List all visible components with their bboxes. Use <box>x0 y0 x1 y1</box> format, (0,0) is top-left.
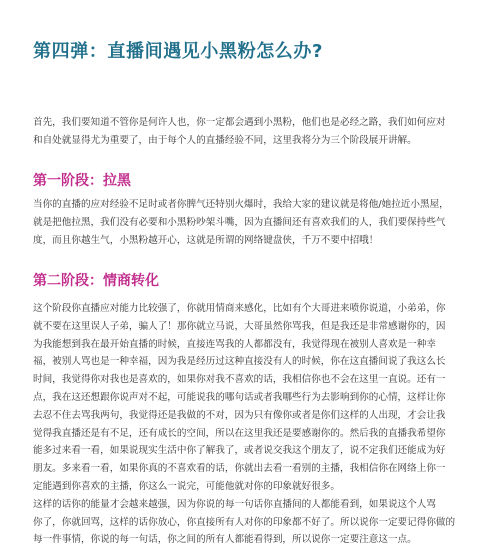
paragraph-line: 就不要在这里误人子弟，骗人了！那你就立马说，大哥虽然你骂我，但是我还是非常感谢你的，因 <box>33 320 446 332</box>
paragraph-line: 为我能想到我在最开始直播的时候，直接连骂我的人都都没有，我觉得现在被别人喜欢是一种幸 <box>33 338 436 350</box>
paragraph-line: 点，我在这还想跟你说声对不起，可能说我的哪句话或者我哪些行为去影响到你的心情，这样让你 <box>33 391 446 403</box>
paragraph-line: 当你的直播的应对经验不足时或者你脾气还特别火爆时，我给大家的建议就是将他/她拉近小黑屋， <box>33 199 449 210</box>
paragraph-line: 去忍不住去骂我两句，我觉得还是我做的不对，因为只有像你或者是你们这样的人出现，才会让我 <box>33 409 446 421</box>
paragraph-line: 就是把他拉黑，我们没有必要和小黑粉吵架斗嘴，因为直播间还有喜欢我们的人，我们要保持些气 <box>33 216 446 228</box>
section-paragraph-stage-two <box>33 300 469 549</box>
intro-line: 首先，我们要知道不管你是何许人也，你一定都会遇到小黑粉，他们也是必经之路，我们如何应对 <box>33 117 446 128</box>
section-heading-stage-two: 第二阶段：情商转化 <box>33 273 159 289</box>
paragraph-line: 福，被别人骂也是一种幸福，因为我是经历过这种直接没有人的时候，你在这直播间说了我这么长 <box>33 356 446 368</box>
paragraph-line: 你了，你就回骂，这样的话你放心，你直接所有人对你的印象都不好了。所以说你一定要记得你做的 <box>33 516 456 528</box>
paragraph-line: 时间，我觉得你对我也是喜欢的，如果你对我不喜欢的话，我相信你也不会在这里一直说。还有一 <box>33 374 446 386</box>
section-heading-stage-one: 第一阶段：拉黑 <box>33 173 131 189</box>
paragraph-line: 这样的话你的能量才会越来越强，因为你说的每一句话你直播间的人都能看到，如果说这个人骂 <box>33 498 436 510</box>
paragraph-line: 朋友。多来看一看，如果你真的不喜欢看的话，你就出去看一看别的主播，我相信你在网络上你一 <box>33 463 446 475</box>
paragraph-line: 度，而且你越生气，小黑粉越开心，这就是所谓的网络键盘侠，千万不要中招哦！ <box>33 234 379 246</box>
intro-paragraph <box>33 114 469 150</box>
paragraph-line: 每一件事情，你说的每一句话，你之间的所有人都能看得到，所以说你一定要注意这一点。 <box>33 534 417 546</box>
section-paragraph-stage-one <box>33 196 469 249</box>
paragraph-line: 能多过来看一看，如果说现实生活中你了解我了，或者说交我这个朋友了，说不定我们还能成为好 <box>33 445 446 457</box>
paragraph-line: 觉得我直播还是有不足，还有成长的空间，所以在这里我还是要感谢你的。然后我的直播我希望你 <box>33 427 446 439</box>
intro-line: 和自处就显得尤为重要了，由于每个人的直播经验不同，这里我将分为三个阶段展开讲解。 <box>33 134 417 146</box>
paragraph-line: 定能遇到你喜欢的主播，你这么一说完，可能他就对你的印象就好很多。 <box>33 480 340 492</box>
page-title: 第四弹：直播间遇见小黑粉怎么办? <box>33 41 324 62</box>
paragraph-line: 这个阶段你直播应对能力比较强了，你就用情商来感化，比如有个大哥进来喷你说道，小弟弟，你 <box>33 303 446 314</box>
